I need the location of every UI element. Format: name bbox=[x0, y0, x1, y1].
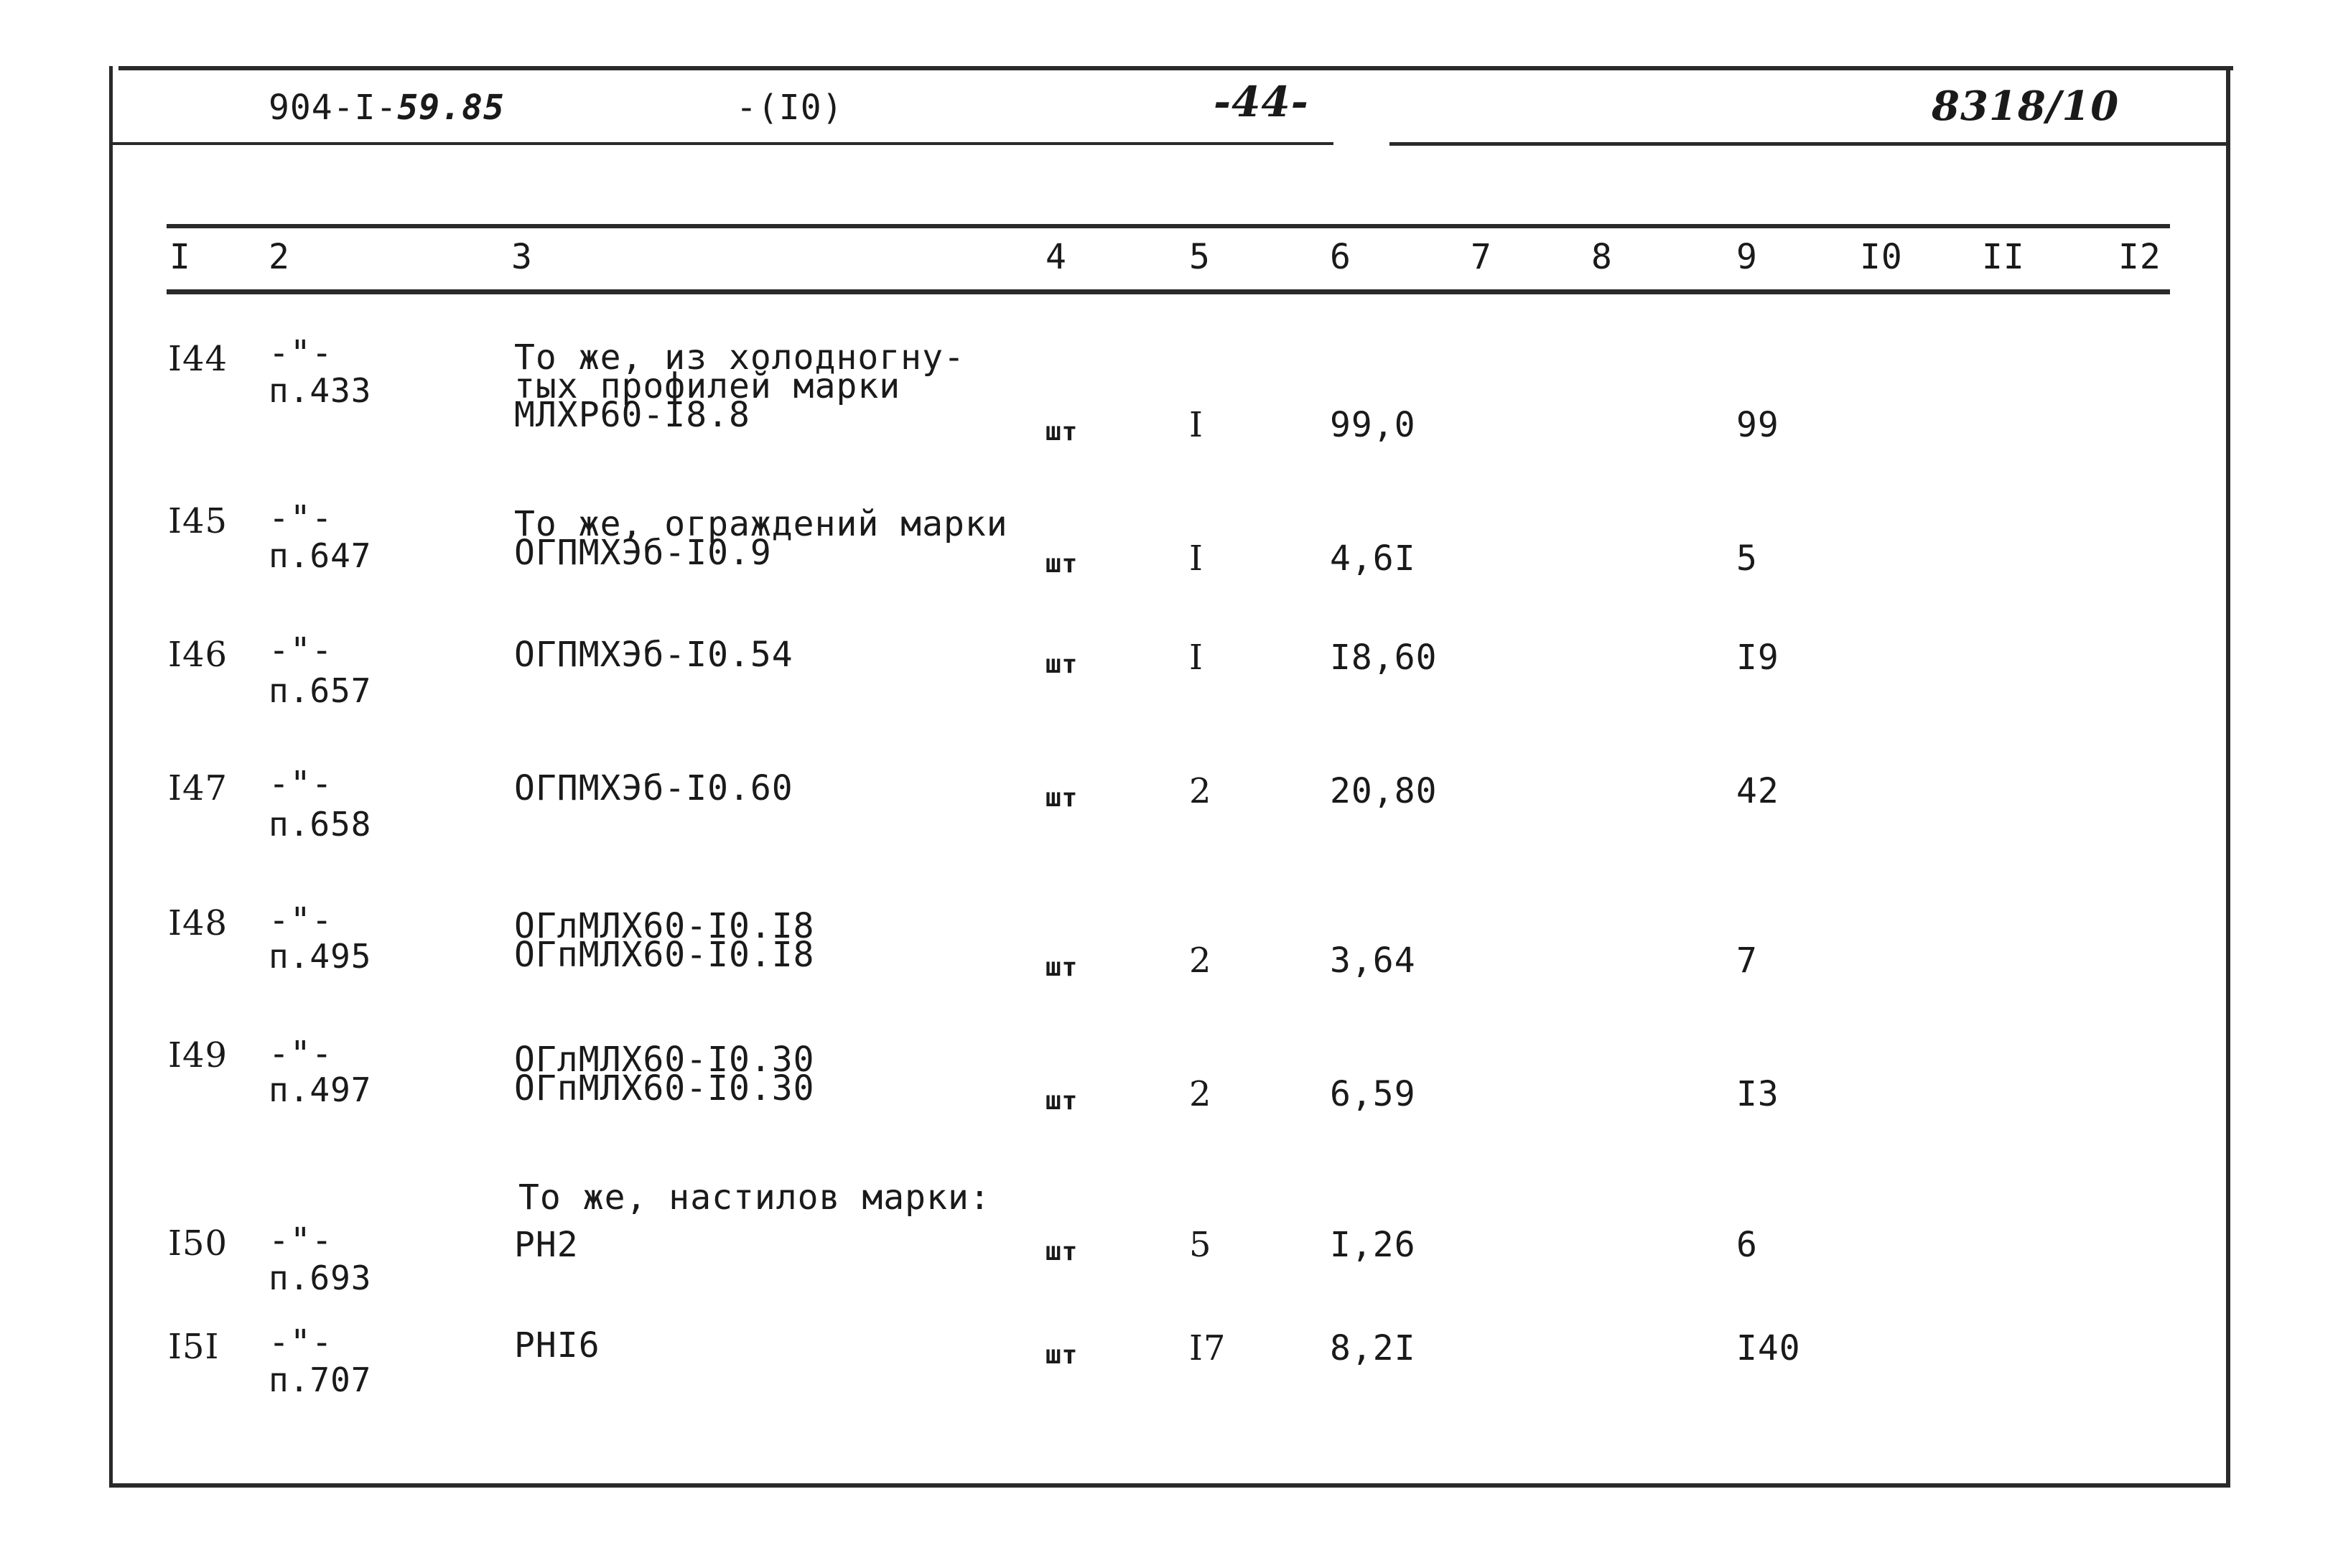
column-number-3: 3 bbox=[511, 237, 533, 277]
row-ref-ditto: -"- bbox=[269, 1221, 333, 1261]
row-description: РН2 bbox=[514, 1225, 579, 1265]
row-description: То же, ограждений марки ОГПМХЭб-I0.9 bbox=[514, 504, 1008, 573]
column-number-12: I2 bbox=[2118, 237, 2161, 277]
row-description: ОГПМХЭб-I0.54 bbox=[514, 635, 793, 675]
row-unit-weight: 4,6I bbox=[1330, 538, 1416, 579]
column-header-top-rule bbox=[167, 224, 2170, 228]
header-divider bbox=[113, 142, 1333, 145]
row-unit-weight: 99,0 bbox=[1330, 405, 1416, 445]
row-ref-ditto: -"- bbox=[269, 498, 333, 538]
document-code bbox=[269, 88, 505, 128]
column-number-8: 8 bbox=[1591, 237, 1613, 277]
page-number: -44- bbox=[1214, 78, 1309, 126]
row-ref-ditto: -"- bbox=[269, 900, 333, 941]
row-unit: шт bbox=[1046, 1340, 1079, 1370]
frame-top-line bbox=[118, 66, 2233, 70]
row-ref-item: п.657 bbox=[269, 671, 372, 710]
document-code-prefix: 904-I- bbox=[269, 88, 398, 128]
column-header-bottom-rule bbox=[167, 289, 2170, 294]
row-ref-ditto: -"- bbox=[269, 764, 333, 804]
row-unit-weight: 8,2I bbox=[1330, 1328, 1416, 1368]
row-number: I45 bbox=[168, 501, 228, 541]
frame-right-line bbox=[2226, 66, 2230, 1488]
row-ref-item: п.658 bbox=[269, 805, 372, 844]
row-number: I44 bbox=[168, 339, 228, 379]
column-number-6: 6 bbox=[1330, 237, 1351, 277]
column-number-11: II bbox=[1982, 237, 2025, 277]
header-divider-right bbox=[1389, 142, 2226, 146]
row-description: ОГлМЛХ60-I0.30 ОГпМЛХ60-I0.30 bbox=[514, 1040, 815, 1109]
row-total-weight: I9 bbox=[1736, 638, 1779, 678]
row-unit-weight: I8,60 bbox=[1330, 638, 1438, 678]
row-number: I50 bbox=[168, 1223, 228, 1264]
row-unit-weight: I,26 bbox=[1330, 1225, 1416, 1265]
row-description: ОГПМХЭб-I0.60 bbox=[514, 768, 793, 808]
row-number: I46 bbox=[168, 635, 228, 675]
row-total-weight: 7 bbox=[1736, 941, 1758, 981]
row-unit: шт bbox=[1046, 417, 1079, 447]
row-quantity: 2 bbox=[1189, 771, 1212, 811]
row-quantity: 5 bbox=[1189, 1225, 1212, 1265]
row-total-weight: I3 bbox=[1736, 1074, 1779, 1114]
row-description: ОГлМЛХ60-I0.I8 ОГпМЛХ60-I0.I8 bbox=[514, 906, 815, 975]
column-number-9: 9 bbox=[1736, 237, 1758, 277]
row-quantity: 2 bbox=[1189, 1074, 1212, 1114]
row-number: I47 bbox=[168, 768, 228, 808]
row-unit: шт bbox=[1046, 650, 1079, 679]
inventory-number: 8318/10 bbox=[1932, 83, 2120, 130]
row-ref-item: п.647 bbox=[269, 536, 372, 575]
row-ref-item: п.433 bbox=[269, 371, 372, 410]
column-number-5: 5 bbox=[1189, 237, 1211, 277]
row-ref-ditto: -"- bbox=[269, 1034, 333, 1074]
row-ref-item: п.497 bbox=[269, 1070, 372, 1109]
row-total-weight: 99 bbox=[1736, 405, 1779, 445]
row-quantity: I bbox=[1189, 405, 1203, 445]
row-ref-item: п.693 bbox=[269, 1259, 372, 1297]
row-description: То же, настилов марки: bbox=[518, 1177, 991, 1218]
row-ref-ditto: -"- bbox=[269, 1322, 333, 1363]
row-quantity: I7 bbox=[1189, 1328, 1226, 1368]
row-number: I49 bbox=[168, 1035, 228, 1075]
column-number-10: I0 bbox=[1860, 237, 1903, 277]
row-ref-item: п.707 bbox=[269, 1361, 372, 1399]
row-unit: шт bbox=[1046, 1086, 1079, 1116]
sheet-label: -(I0) bbox=[736, 88, 844, 128]
row-total-weight: 42 bbox=[1736, 771, 1779, 811]
row-number: I5I bbox=[168, 1327, 220, 1367]
row-unit-weight: 3,64 bbox=[1330, 941, 1416, 981]
row-description: РНI6 bbox=[514, 1325, 600, 1366]
document-code-suffix: 59.85 bbox=[397, 88, 505, 128]
column-number-1: I bbox=[169, 237, 191, 277]
row-number: I48 bbox=[168, 903, 228, 943]
row-quantity: I bbox=[1189, 538, 1203, 579]
row-description: То же, из холодногну- тых профилей марки МЛХР60-I8.8 bbox=[514, 337, 965, 435]
row-quantity: I bbox=[1189, 638, 1203, 678]
frame-left-line bbox=[109, 66, 113, 1488]
frame-bottom-line bbox=[109, 1483, 2230, 1488]
column-number-7: 7 bbox=[1471, 237, 1492, 277]
row-ref-item: п.495 bbox=[269, 937, 372, 976]
column-number-2: 2 bbox=[269, 237, 290, 277]
row-unit: шт bbox=[1046, 783, 1079, 813]
row-quantity: 2 bbox=[1189, 941, 1212, 981]
column-number-4: 4 bbox=[1046, 237, 1067, 277]
row-ref-ditto: -"- bbox=[269, 333, 333, 373]
row-unit-weight: 20,80 bbox=[1330, 771, 1438, 811]
row-ref-ditto: -"- bbox=[269, 630, 333, 671]
row-unit: шт bbox=[1046, 549, 1079, 579]
row-unit-weight: 6,59 bbox=[1330, 1074, 1416, 1114]
row-total-weight: 5 bbox=[1736, 538, 1758, 579]
row-total-weight: 6 bbox=[1736, 1225, 1758, 1265]
row-unit: шт bbox=[1046, 953, 1079, 982]
row-unit: шт bbox=[1046, 1237, 1079, 1266]
row-total-weight: I40 bbox=[1736, 1328, 1801, 1368]
